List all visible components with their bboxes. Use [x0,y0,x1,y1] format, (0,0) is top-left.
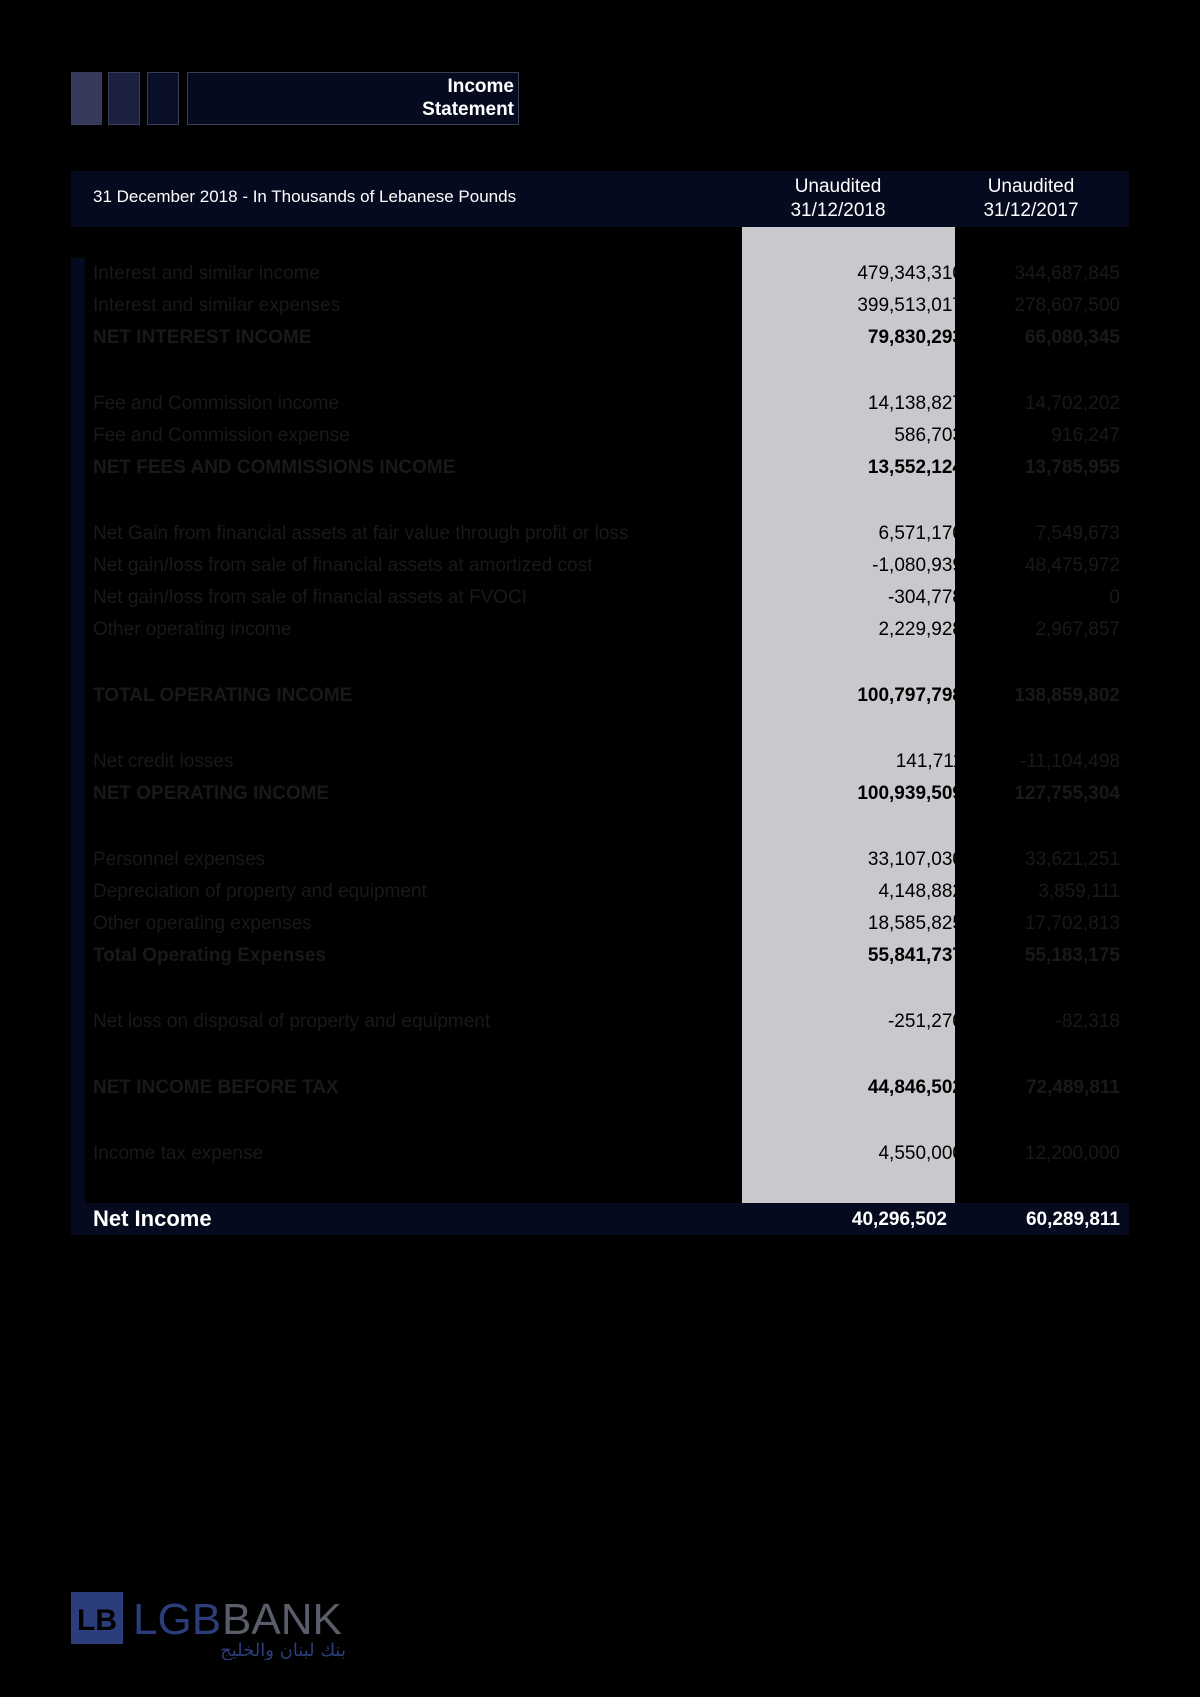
row-label: Net loss on disposal of property and equipment [93,1011,491,1032]
table-row [93,323,1129,353]
row-label: Net gain/loss from sale of financial assets at amortized cost [93,555,593,576]
table-row [93,779,1129,809]
column-header-2017-status: Unaudited [987,176,1075,197]
logo-mark-letters: LB [77,1604,117,1637]
row-value-2017: 14,702,202 [1024,393,1120,414]
row-value-2018: 399,513,017 [857,295,963,316]
net-income-2017: 60,289,811 [1025,1209,1120,1230]
header-decor-box [71,72,102,125]
net-income-label: Net Income [93,1206,212,1231]
row-value-2017: 278,607,500 [1014,295,1120,316]
row-value-2018: 79,830,293 [867,327,963,348]
row-value-2018: 6,571,170 [878,523,963,544]
row-label: Personnel expenses [93,849,266,870]
row-value-2018: 55,841,737 [867,945,963,966]
row-label: Other operating income [93,619,292,640]
row-label: Interest and similar income [93,263,321,284]
table-row [93,1139,1129,1169]
column-header-2018-date: 31/12/2018 [790,200,886,221]
logo-lgb-text: LGB [133,1595,222,1644]
row-label: TOTAL OPERATING INCOME [93,685,353,706]
row-value-2017: 7,549,673 [1035,523,1120,544]
lgb-bank-logo [71,1590,361,1660]
row-value-2018: 100,939,509 [857,783,963,804]
left-accent-bar [71,258,85,1203]
net-income-row [71,1203,1129,1235]
row-value-2017: 33,621,251 [1024,849,1120,870]
row-value-2018: 4,148,882 [878,881,963,902]
row-label: NET FEES AND COMMISSIONS INCOME [93,457,456,478]
row-value-2018: 18,585,825 [867,913,963,934]
row-value-2018: 100,797,798 [857,685,963,706]
row-label: NET INTEREST INCOME [93,327,312,348]
table-row [93,909,1129,939]
row-label: NET OPERATING INCOME [93,783,330,804]
row-label: Total Operating Expenses [93,945,326,966]
table-row [93,681,1129,711]
table-row [93,877,1129,907]
row-value-2018: -251,270 [887,1011,963,1032]
row-value-2017: 127,755,304 [1014,783,1120,804]
row-label: Fee and Commission expense [93,425,350,446]
row-value-2018: -1,080,939 [872,555,963,576]
table-row [93,453,1129,483]
table-row [93,389,1129,419]
table-row [93,259,1129,289]
table-row [93,583,1129,613]
row-value-2017: 72,489,811 [1025,1077,1120,1098]
row-value-2017: 55,183,175 [1024,945,1120,966]
header-decor-box [108,72,140,125]
row-label: Depreciation of property and equipment [93,881,427,902]
statement-description: 31 December 2018 - In Thousands of Lebanese Pounds [93,187,517,206]
row-value-2017: 17,702,813 [1024,913,1120,934]
table-row [93,941,1129,971]
row-value-2017: 12,200,000 [1024,1143,1120,1164]
row-value-2017: 2,967,857 [1035,619,1120,640]
table-row [93,747,1129,777]
row-label: Interest and similar expenses [93,295,341,316]
row-value-2018: 33,107,030 [867,849,963,870]
logo-bank-text: BANK [222,1595,342,1644]
table-row [93,519,1129,549]
row-value-2018: 14,138,827 [867,393,963,414]
row-value-2017: 138,859,802 [1014,685,1120,706]
row-value-2018: 4,550,000 [878,1143,963,1164]
table-row [93,1073,1129,1103]
table-row [93,421,1129,451]
row-value-2017: -11,104,498 [1019,751,1120,772]
row-label: Net Gain from financial assets at fair value through profit or loss [93,523,629,544]
page-title-line1: Income [447,76,514,97]
table-row [93,551,1129,581]
column-header-2017 [936,175,1126,223]
row-value-2017: 3,859,111 [1038,881,1120,902]
row-label: Net gain/loss from sale of financial assets at FVOCI [93,587,528,608]
row-value-2018: 2,229,928 [878,619,963,640]
table-row [93,1007,1129,1037]
row-label: Income tax expense [93,1143,264,1164]
row-value-2017: -82,318 [1055,1011,1120,1032]
row-value-2017: 0 [1109,587,1120,608]
lgb-bank-logo-graphic [71,1590,361,1660]
column-header-bar [71,171,1129,227]
row-label: Other operating expenses [93,913,312,934]
row-value-2017: 916,247 [1051,425,1120,446]
row-value-2018: 479,343,310 [857,263,963,284]
row-label: Fee and Commission income [93,393,340,414]
current-year-column-shade [742,227,955,1203]
net-income-2018: 40,296,502 [851,1209,947,1230]
table-row [93,291,1129,321]
row-value-2018: 44,846,502 [867,1077,963,1098]
row-value-2017: 13,785,955 [1024,457,1120,478]
header-decor-box [147,72,179,125]
row-value-2018: 141,711 [895,751,963,772]
page-title [187,72,519,125]
page-title-line2: Statement [422,99,514,120]
row-value-2017: 48,475,972 [1024,555,1120,576]
row-value-2018: 586,703 [894,425,963,446]
column-header-2018 [743,175,933,223]
row-label: Net credit losses [93,751,234,772]
table-row [93,845,1129,875]
logo-arabic-text: بنك لبنان والخليج [220,1640,346,1660]
column-header-2017-date: 31/12/2017 [983,200,1079,221]
row-value-2017: 344,687,845 [1014,263,1120,284]
table-row [93,615,1129,645]
column-header-2018-status: Unaudited [794,176,882,197]
row-value-2018: 13,552,124 [867,457,963,478]
row-value-2017: 66,080,345 [1024,327,1120,348]
row-value-2018: -304,778 [887,587,963,608]
row-label: NET INCOME BEFORE TAX [93,1077,339,1098]
